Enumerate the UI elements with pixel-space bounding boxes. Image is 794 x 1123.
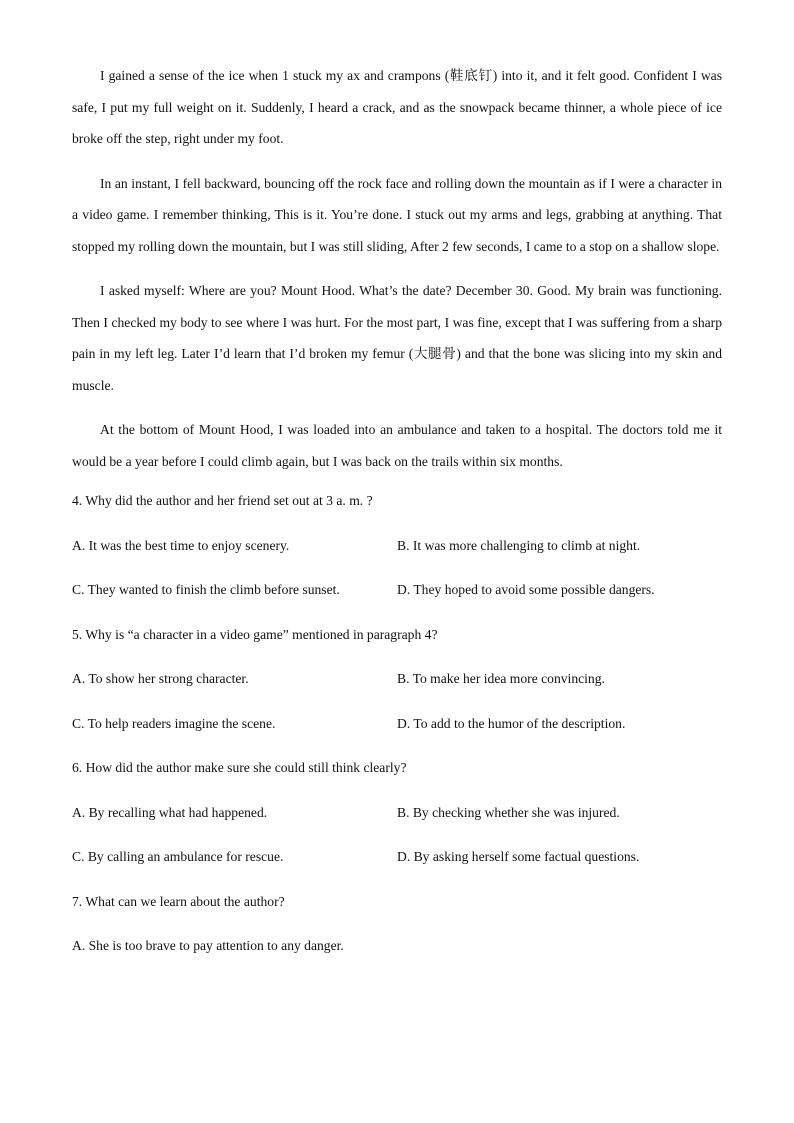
passage-paragraph-4: At the bottom of Mount Hood, I was loaded into an ambulance and taken to a hospital. The doctors told me it would be a year before I could climb again, but I was back on the trails within six months. (72, 422, 722, 469)
question-stem: 4. Why did the author and her friend set out at 3 a. m. ? (72, 493, 373, 508)
option-row (72, 802, 722, 847)
option-b: B. To make her idea more convincing. (397, 671, 605, 686)
option-row (72, 935, 722, 980)
question-5 (72, 624, 722, 758)
passage-paragraph-1: I gained a sense of the ice when 1 stuck my ax and crampons (鞋底钉) into it, and it felt good. Confident I was safe, I put my full weight on it. Suddenly, I heard a crack, and as the snowpack became thinner, a whole piece of ice broke off the step, right under my foot. (72, 68, 722, 146)
option-row (72, 846, 722, 891)
question-stem: 6. How did the author make sure she could still think clearly? (72, 760, 407, 775)
option-c: C. They wanted to finish the climb before sunset. (72, 582, 340, 597)
option-a: A. To show her strong character. (72, 671, 249, 686)
passage-paragraph-3: I asked myself: Where are you? Mount Hood. What’s the date? December 30. Good. My brain was functioning. Then I checked my body to see where I was hurt. For the most part, I was fine, except that I was suffering from a sharp pain in my left leg. Later I’d learn that I’d broken my femur (大腿骨) and that the bone was slicing into my skin and muscle. (72, 283, 722, 393)
passage-paragraph-2: In an instant, I fell backward, bouncing off the rock face and rolling down the mountain as if I were a character in a video game. I remember thinking, This is it. You’re done. I stuck out my arms and legs, grabbing at anything. That stopped my rolling down the mountain, but I was still sliding, After 2 few seconds, I came to a stop on a shallow slope. (72, 175, 722, 254)
option-row (72, 579, 722, 624)
option-d: D. They hoped to avoid some possible dangers. (397, 582, 655, 597)
option-d: D. To add to the humor of the description. (397, 715, 626, 731)
option-row (72, 713, 722, 758)
option-a: A. She is too brave to pay attention to any danger. (72, 938, 344, 953)
reading-passage (72, 60, 722, 477)
option-c: C. By calling an ambulance for rescue. (72, 849, 284, 864)
question-stem: 5. Why is “a character in a video game” mentioned in paragraph 4? (72, 626, 438, 642)
option-b: B. By checking whether she was injured. (397, 804, 620, 820)
question-4 (72, 490, 722, 624)
option-row (72, 668, 722, 713)
question-7 (72, 891, 722, 980)
option-a: A. It was the best time to enjoy scenery. (72, 537, 290, 553)
option-row (72, 535, 722, 580)
question-6 (72, 757, 722, 891)
option-c: C. To help readers imagine the scene. (72, 715, 276, 731)
question-stem: 7. What can we learn about the author? (72, 893, 285, 909)
option-d: D. By asking herself some factual questions. (397, 849, 640, 864)
document-page (72, 60, 722, 980)
option-b: B. It was more challenging to climb at night. (397, 537, 641, 553)
option-a: A. By recalling what had happened. (72, 804, 268, 820)
